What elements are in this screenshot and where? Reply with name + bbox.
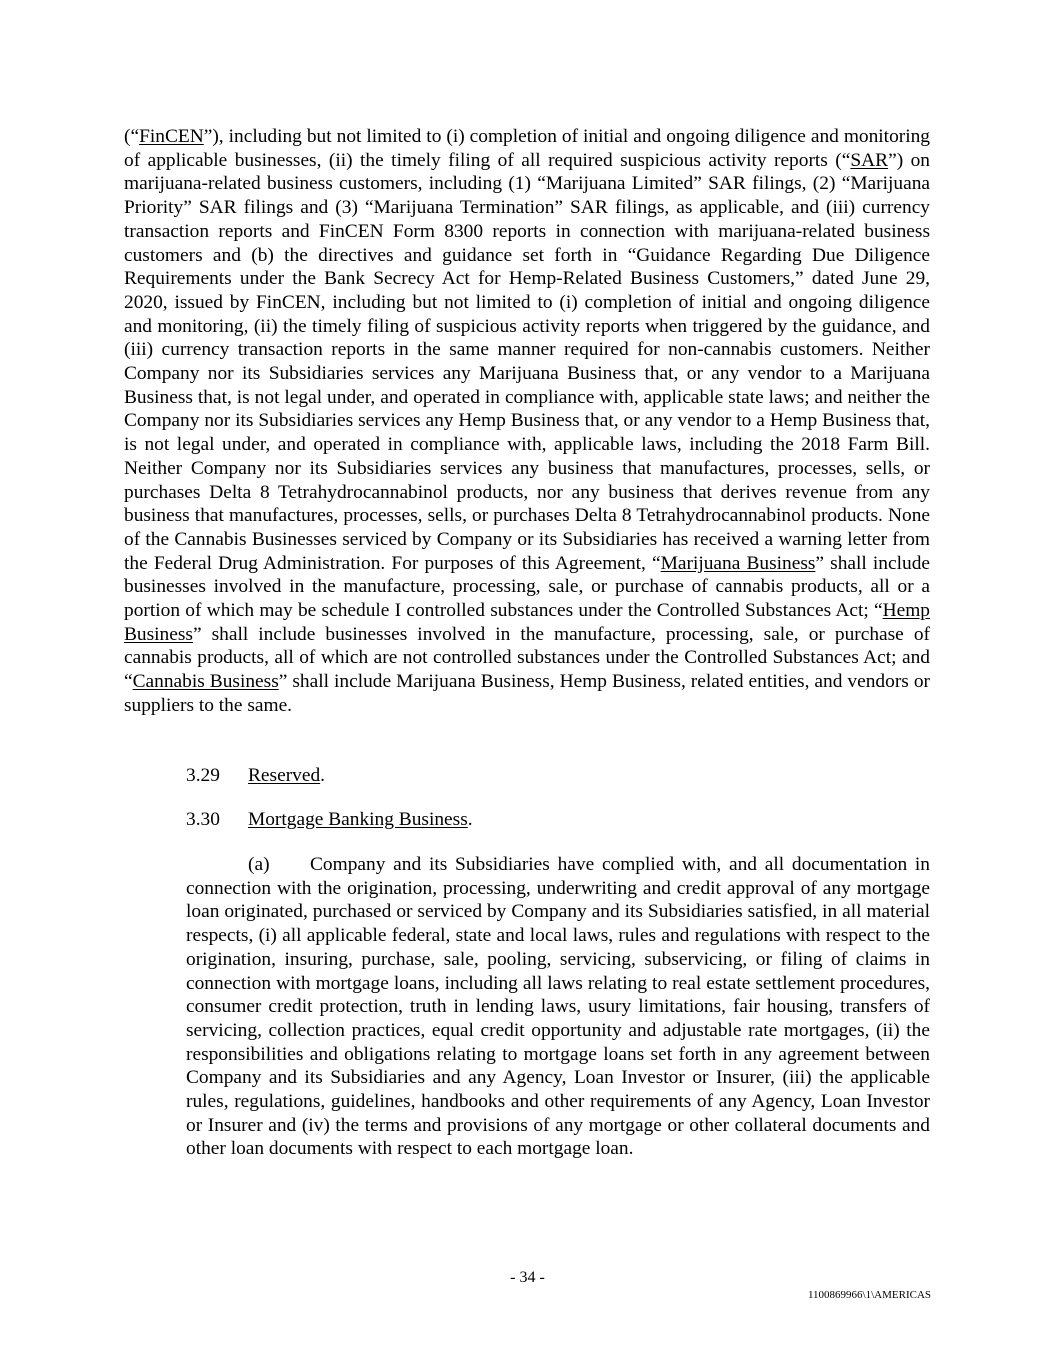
text-run: ”), including but not limited to (i) completion of initial and ongoing diligence and monitoring of applicable businesses, (ii) the timely filing of all required suspicious activity reports (“ xyxy=(124,126,930,171)
text-run: ” shall include businesses involved in the manufacture, processing, sale, or purchase of cannabis products, all or a portion of which may be schedule I controlled substances under the Controlled Substances Act; “ xyxy=(124,552,930,622)
section-title-period: . xyxy=(320,765,326,786)
page-number: - 34 - xyxy=(510,1269,545,1286)
section-3-29 xyxy=(186,764,325,788)
text-run: ”) on marijuana-related business customers, including (1) “Marijuana Limited” SAR filings, (2) “Marijuana Priority” SAR filings and (3) “Marijuana Termination” SAR filings, as applicable, and (iii) currency transaction reports and FinCEN Form 8300 reports in connection with marijuana-related business customers and (b) the directives and guidance set forth in “Guidance Regarding Due Diligence Requirements under the Bank Secrecy Act for Hemp-Related Business Customers,” dated June 29, 2020, issued by FinCEN, including but not limited to (i) completion of initial and ongoing diligence and monitoring, (ii) the timely filing of suspicious activity reports when triggered by the guidance, and (iii) currency transaction reports in the same manner required for non-cannabis customers. Neither Company nor its Subsidiaries services any Marijuana Business that, or any vendor to a Marijuana Business that, is not legal under, and operated in compliance with, applicable state laws; and neither the Company nor its Subsidiaries services any Hemp Business that, or any vendor to a Hemp Business that, is not legal under, and operated in compliance with, applicable laws, including the 2018 Farm Bill. Neither Company nor its Subsidiaries services any business that manufactures, processes, sells, or purchases Delta 8 Tetrahydrocannabinol products, nor any business that derives revenue from any business that manufactures, processes, sells, or purchases Delta 8 Tetrahydrocannabinol products. None of the Cannabis Businesses serviced by Company or its Subsidiaries has received a warning letter from the Federal Drug Administration. For purposes of this Agreement, “ xyxy=(124,149,930,574)
defined-term-hemp-business: Hemp Business xyxy=(124,600,930,645)
subsection-text: Company and its Subsidiaries have complied with, and all documentation in connection with the origination, processing, underwriting and credit approval of any mortgage loan originated, purchased or serviced by Company and its Subsidiaries satisfied, in all material respects, (i) all applicable federal, state and local laws, rules and regulations with respect to the origination, insuring, purchase, sale, pooling, servicing, subservicing, or filing of claims in connection with mortgage loans, including all laws relating to real estate settlement procedures, consumer credit protection, truth in lending laws, usury limitations, fair housing, transfers of servicing, collection practices, equal credit opportunity and adjustable rate mortgages, (ii) the responsibilities and obligations relating to mortgage loans set forth in any agreement between Company and its Subsidiaries and any Agency, Loan Investor or Insurer, (iii) the applicable rules, regulations, guidelines, handbooks and other requirements of any Agency, Loan Investor or Insurer and (iv) the terms and provisions of any mortgage or other collateral documents and other loan documents with respect to each mortgage loan. xyxy=(186,854,930,1160)
section-number: 3.29 xyxy=(186,765,220,786)
text-run: (“ xyxy=(124,126,140,147)
section-number: 3.30 xyxy=(186,809,220,830)
defined-term-fincen: FinCEN xyxy=(139,126,204,147)
section-title: Reserved xyxy=(248,765,321,786)
paragraph-text xyxy=(124,125,930,718)
subsection-label: (a) xyxy=(248,854,270,875)
defined-term-cannabis-business: Cannabis Business xyxy=(132,671,279,693)
defined-term-sar: SAR xyxy=(850,149,889,171)
section-title: Mortgage Banking Business xyxy=(248,809,468,830)
text-run: ” shall include Marijuana Business, Hemp Business, related entities, and vendors or suppliers to the same. xyxy=(124,671,930,716)
section-title-period: . xyxy=(467,809,473,830)
document-id: 1100869966\1\AMERICAS xyxy=(807,1289,931,1301)
defined-term-marijuana-business: Marijuana Business xyxy=(660,552,816,574)
section-3-30 xyxy=(186,808,473,832)
main-paragraph xyxy=(124,125,930,718)
text-run: ” shall include businesses involved in the manufacture, processing, sale, or purchase of cannabis products, all of which are not controlled substances under the Controlled Substances Act; and “ xyxy=(124,623,930,693)
subsection-a xyxy=(186,853,930,1161)
